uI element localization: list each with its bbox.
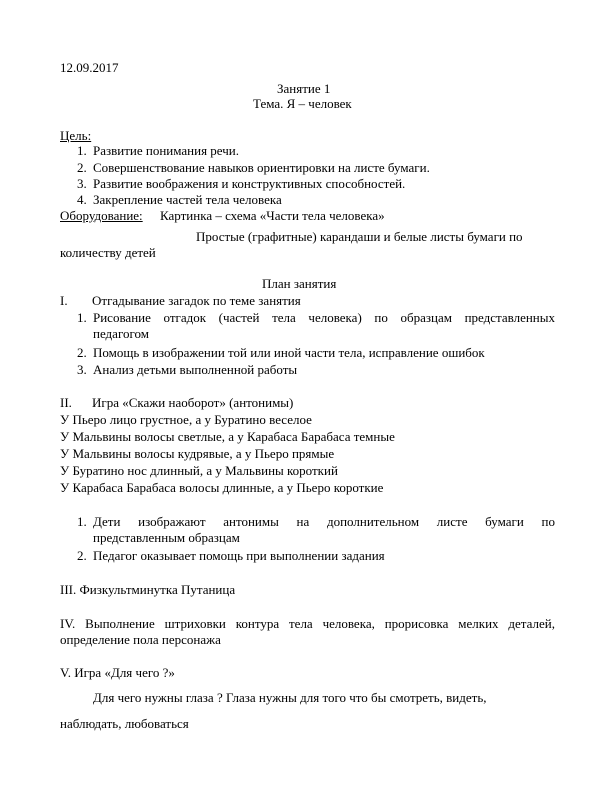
list-item: Рисование отгадок (частей тела человека) по образцам представленных	[93, 310, 555, 325]
equipment-item: Простые (графитные) карандаши и белые листы бумаги по	[196, 229, 523, 244]
goal-number: 3.	[77, 176, 87, 191]
goal-number: 1.	[77, 143, 87, 158]
equipment-item: Картинка – схема «Части тела человека»	[160, 208, 385, 223]
goal-heading: Цель:	[60, 128, 92, 143]
section5-title: V. Игра «Для чего ?»	[60, 665, 175, 680]
list-item: Помощь в изображении той или иной части тела, исправление ошибок	[93, 345, 485, 360]
list-item: представленным образцам	[93, 530, 240, 545]
goal-number: 2.	[77, 160, 87, 175]
section4-line: определение пола персонажа	[60, 632, 221, 647]
section5-text: наблюдать, любоваться	[60, 716, 189, 731]
lesson-theme: Тема. Я – человек	[253, 96, 352, 111]
section3: III. Физкультминутка Путаница	[60, 582, 236, 597]
equipment-heading: Оборудование:	[60, 208, 143, 223]
antonym-line: У Буратино нос длинный, а у Мальвины короткий	[60, 463, 338, 478]
section-title: Игра «Скажи наоборот» (антонимы)	[92, 395, 294, 410]
lesson-title: Занятие 1	[277, 81, 331, 96]
section-title: Отгадывание загадок по теме занятия	[92, 293, 301, 308]
plan-heading: План занятия	[262, 276, 337, 291]
list-number: 3.	[77, 362, 87, 377]
antonym-line: У Мальвины волосы светлые, а у Карабаса Барабаса темные	[60, 429, 395, 444]
section-numeral: II.	[60, 395, 72, 410]
list-item: Дети изображают антонимы на дополнительном листе бумаги по	[93, 514, 555, 529]
list-number: 2.	[77, 345, 87, 360]
goal-item: Развитие понимания речи.	[93, 143, 240, 158]
antonym-line: У Пьеро лицо грустное, а у Буратино веселое	[60, 412, 312, 427]
goal-item: Совершенствование навыков ориентировки на листе бумаги.	[93, 160, 430, 175]
list-number: 1.	[77, 310, 87, 325]
list-number: 1.	[77, 514, 87, 529]
list-item: Педагог оказывает помощь при выполнении задания	[93, 548, 385, 563]
antonym-line: У Карабаса Барабаса волосы длинные, а у Пьеро короткие	[60, 480, 384, 495]
antonym-line: У Мальвины волосы кудрявые, а у Пьеро прямые	[60, 446, 335, 461]
list-item: педагогом	[93, 326, 149, 341]
section-numeral: I.	[60, 293, 68, 308]
equipment-item: количеству детей	[60, 245, 156, 260]
list-item: Анализ детьми выполненной работы	[93, 362, 298, 377]
goal-item: Развитие воображения и конструктивных способностей.	[93, 176, 406, 191]
section4-line: IV. Выполнение штриховки контура тела человека, прорисовка мелких деталей,	[60, 616, 555, 631]
date: 12.09.2017	[60, 60, 119, 75]
goal-item: Закрепление частей тела человека	[93, 192, 282, 207]
list-number: 2.	[77, 548, 87, 563]
goal-number: 4.	[77, 192, 87, 207]
section5-text: Для чего нужны глаза ? Глаза нужны для того что бы смотреть, видеть,	[93, 690, 487, 705]
